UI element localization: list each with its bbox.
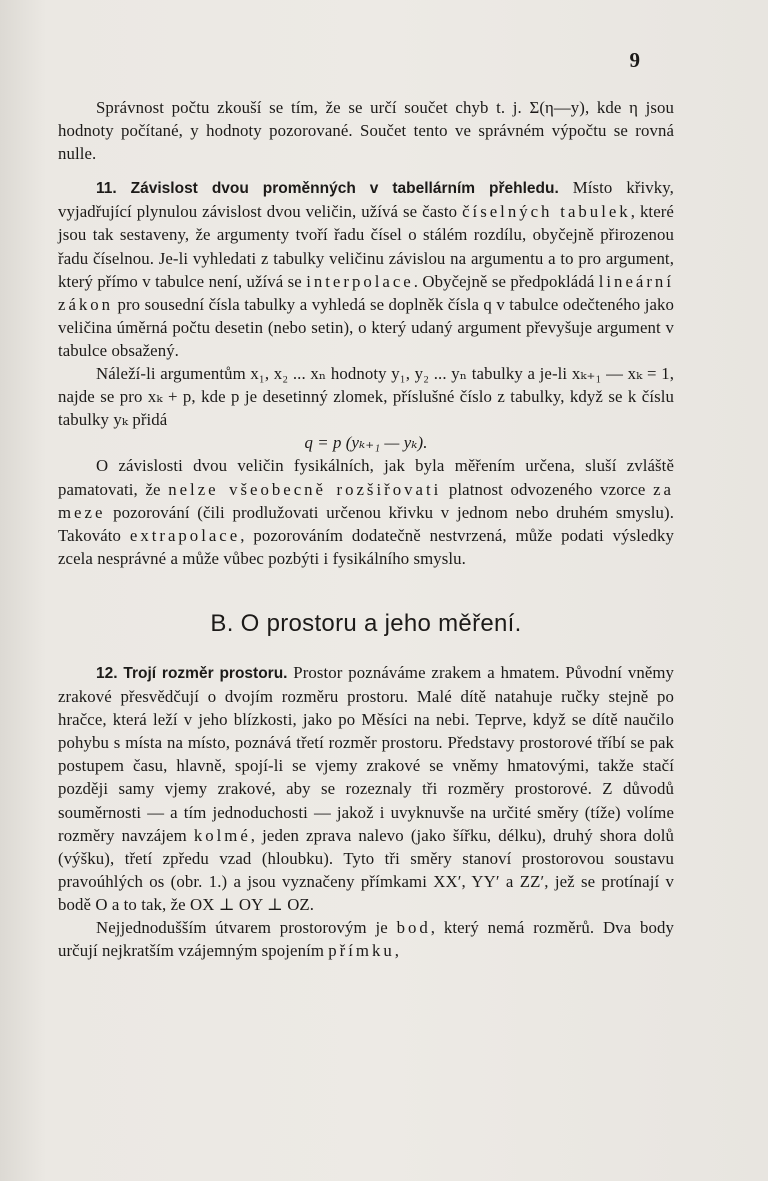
spaced-term: extrapolace (129, 525, 241, 545)
paragraph-interpolation: Náleží-li argumentům x₁, x₂ ... xₙ hodnoty y₁, y₂ ... yₙ tabulky a je-li xₖ₊₁ — xₖ = 1, najde se pro xₖ + p, kde p je desetinný zlomek, příslušné číslo z tabulky, když se k číslu tabulky yₖ přidá (58, 364, 674, 430)
spaced-term: lineární zákon (58, 271, 674, 314)
spaced-term: bod (396, 918, 431, 937)
spaced-term: číselných tabulek (462, 202, 631, 222)
page-number: 9 (629, 48, 640, 72)
section-12-heading: 12. Trojí rozměr prostoru. (96, 664, 288, 682)
interpolation-formula: q = p (yₖ₊₁ — yₖ). (304, 433, 428, 453)
spaced-term: za meze (58, 479, 674, 522)
section-title: B. O prostoru a jeho měření. (210, 609, 522, 637)
paragraph-error-check: Správnost počtu zkouší se tím, že se určí součet chyb t. j. Σ(η—y), kde η jsou hodnoty počítané, y hodnoty pozorované. Součet tento ve správném výpočtu se rovná nulle. (58, 98, 674, 164)
page-body (58, 96, 674, 962)
paragraph-section-11: 11. Závislost dvou proměnných v tabellárním přehledu. Místo křivky, vyjadřující plynulou závislost dvou veličin, užívá se často číselných tabulek, které jsou tak sestaveny, že argumenty tvoří řadu čísel o stálém rozdílu, obyčejně přirozenou řadu číselnou. Je-li vyhledati z tabulky veličinu závislou na argumentu a to pro argument, který přímo v tabulce není, užívá se interpolace. Obyčejně se předpokládá lineární zákon pro sousední čísla tabulky a vyhledá se doplněk čísla q v tabulce odečteného jako veličina úměrná počtu desetin (nebo setin), o který udaný argument převyšuje argument v tabulce obsažený. (58, 178, 674, 360)
spaced-term: nelze všeobecně rozšiřovati (168, 479, 442, 499)
paragraph-extrapolation: O závislosti dvou veličin fysikálních, jak byla měřením určena, sluší zvláště pamatovati, že nelze všeobecně rozšiřovati platnost odvozeného vzorce za meze pozorování (čili prodlužovati určenou křivku v jednom nebo druhém smyslu). Takováto extrapolace, pozorováním dodatečně nestvrzená, může podati výsledky zcela nesprávné a může vůbec pozbýti i fysikálního smyslu. (58, 456, 674, 568)
spaced-term: kolmé (193, 825, 251, 845)
spaced-term: přímku (328, 941, 395, 961)
paragraph-section-12: 12. Trojí rozměr prostoru. Prostor poznáváme zrakem a hmatem. Původní vněmy zrakové přesvědčují o dvojím rozměru prostoru. Malé dítě natahuje ručky stejně po hračce, která leží v jeho blízkosti, jako po Měsíci na nebi. Teprve, když se dítě naučilo pohybu s místa na místo, poznává třetí rozměr prostoru. Představy prostorové tříbí se pak postupem času, hlavně, spojí-li se vjemy zrakové se vněmy hmatovými, takže stačí později samy vjemy zrakové, aby se rozeznaly tři rozměry prostorové. Z důvodů souměrnosti — a tím jednoduchosti — jakož i uvyknuvše na určité směry (tíže) volíme rozměry navzájem kolmé, jeden zprava nalevo (jako šířku, délku), druhý shora dolů (výšku), třetí zpředu vzad (hloubku). Tyto tři směry stanoví prostorovou soustavu pravoúhlých os (obr. 1.) a jsou vyznačeny přímkami XX′, YY′ a ZZ′, jež se protínají v bodě O a to tak, že OX ⊥ OY ⊥ OZ. (58, 662, 675, 914)
spaced-term: interpolace (306, 271, 414, 291)
section-11-heading: 11. Závislost dvou proměnných v tabellárním přehledu. (96, 180, 559, 198)
paragraph-point-line: Nejjednodušším útvarem prostorovým je bod, který nemá rozměrů. Dva body určují nejkratším vzájemným spojením přímku, (58, 918, 674, 961)
